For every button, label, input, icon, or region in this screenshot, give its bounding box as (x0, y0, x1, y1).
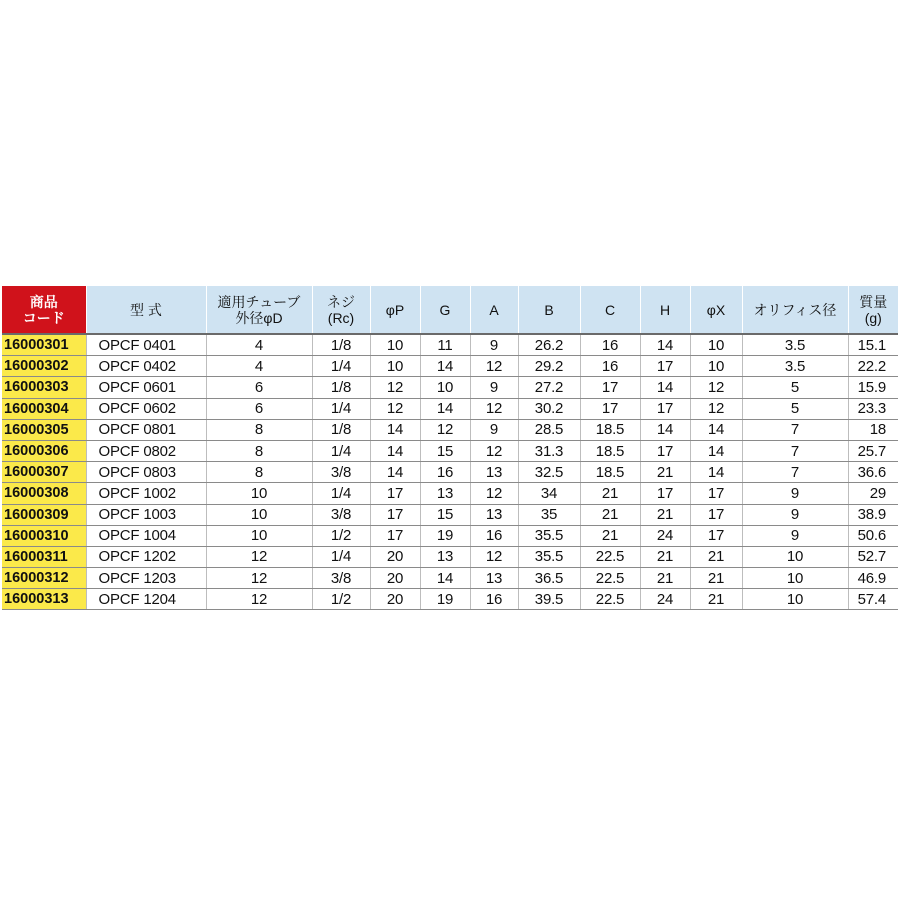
cell-h: 21 (640, 546, 690, 567)
cell-weight: 18 (848, 419, 898, 440)
cell-x: 21 (690, 568, 742, 589)
cell-x: 17 (690, 504, 742, 525)
cell-h: 21 (640, 504, 690, 525)
cell-model: OPCF 0803 (86, 462, 206, 483)
header-model-label: 型 式 (130, 301, 162, 318)
cell-c: 18.5 (580, 419, 640, 440)
cell-model: OPCF 0802 (86, 440, 206, 461)
header-p (370, 286, 420, 334)
cell-code: 16000313 (2, 589, 86, 610)
header-a-label: A (489, 301, 499, 318)
cell-tube-diameter: 12 (206, 568, 312, 589)
cell-weight: 36.6 (848, 462, 898, 483)
cell-p: 14 (370, 440, 420, 461)
cell-x: 21 (690, 589, 742, 610)
header-weight (848, 286, 898, 334)
cell-orifice: 7 (742, 419, 848, 440)
cell-x: 12 (690, 398, 742, 419)
cell-g: 12 (420, 419, 470, 440)
header-thread-line2: (Rc) (327, 309, 355, 326)
cell-g: 14 (420, 398, 470, 419)
table-row (2, 589, 898, 610)
cell-thread: 1/4 (312, 440, 370, 461)
header-h (640, 286, 690, 334)
cell-tube-diameter: 10 (206, 504, 312, 525)
cell-g: 11 (420, 334, 470, 356)
cell-b: 31.3 (518, 440, 580, 461)
table-row (2, 419, 898, 440)
cell-c: 17 (580, 398, 640, 419)
cell-orifice: 7 (742, 462, 848, 483)
header-tube-line2: 外径φD (235, 309, 283, 326)
cell-x: 12 (690, 377, 742, 398)
cell-p: 14 (370, 419, 420, 440)
cell-model: OPCF 1003 (86, 504, 206, 525)
cell-tube-diameter: 8 (206, 419, 312, 440)
cell-orifice: 3.5 (742, 334, 848, 356)
cell-weight: 15.9 (848, 377, 898, 398)
cell-thread: 1/8 (312, 334, 370, 356)
cell-tube-diameter: 8 (206, 462, 312, 483)
cell-weight: 57.4 (848, 589, 898, 610)
cell-g: 10 (420, 377, 470, 398)
cell-thread: 1/8 (312, 377, 370, 398)
cell-model: OPCF 0601 (86, 377, 206, 398)
header-b (518, 286, 580, 334)
cell-orifice: 5 (742, 398, 848, 419)
table-body (2, 334, 898, 610)
cell-b: 34 (518, 483, 580, 504)
header-b-label: B (544, 301, 554, 318)
header-p-label: φP (385, 301, 405, 318)
cell-c: 21 (580, 504, 640, 525)
cell-orifice: 9 (742, 504, 848, 525)
cell-c: 22.5 (580, 568, 640, 589)
cell-thread: 3/8 (312, 504, 370, 525)
cell-a: 13 (470, 504, 518, 525)
spec-table (2, 286, 898, 610)
cell-a: 16 (470, 525, 518, 546)
cell-c: 22.5 (580, 546, 640, 567)
cell-a: 12 (470, 440, 518, 461)
cell-model: OPCF 1203 (86, 568, 206, 589)
cell-g: 13 (420, 546, 470, 567)
header-thread (312, 286, 370, 334)
cell-h: 21 (640, 568, 690, 589)
header-code-line1: 商品 (29, 293, 58, 310)
cell-tube-diameter: 10 (206, 525, 312, 546)
cell-p: 20 (370, 589, 420, 610)
cell-p: 17 (370, 525, 420, 546)
header-g-label: G (439, 301, 451, 318)
table-row (2, 398, 898, 419)
cell-p: 20 (370, 546, 420, 567)
table-row (2, 568, 898, 589)
cell-model: OPCF 1204 (86, 589, 206, 610)
cell-c: 18.5 (580, 462, 640, 483)
header-weight-line1: 質量 (859, 293, 888, 310)
cell-b: 26.2 (518, 334, 580, 356)
cell-a: 12 (470, 356, 518, 377)
cell-p: 10 (370, 334, 420, 356)
cell-h: 24 (640, 525, 690, 546)
cell-h: 21 (640, 462, 690, 483)
cell-weight: 23.3 (848, 398, 898, 419)
cell-code: 16000302 (2, 356, 86, 377)
cell-a: 9 (470, 419, 518, 440)
cell-a: 12 (470, 483, 518, 504)
cell-x: 17 (690, 483, 742, 504)
cell-b: 30.2 (518, 398, 580, 419)
cell-code: 16000306 (2, 440, 86, 461)
cell-b: 35.5 (518, 525, 580, 546)
cell-x: 14 (690, 440, 742, 461)
cell-x: 17 (690, 525, 742, 546)
cell-x: 14 (690, 462, 742, 483)
cell-weight: 50.6 (848, 525, 898, 546)
header-x-label: φX (706, 301, 726, 318)
cell-c: 16 (580, 356, 640, 377)
cell-h: 24 (640, 589, 690, 610)
header-x (690, 286, 742, 334)
cell-model: OPCF 0602 (86, 398, 206, 419)
cell-tube-diameter: 4 (206, 356, 312, 377)
cell-weight: 22.2 (848, 356, 898, 377)
cell-c: 16 (580, 334, 640, 356)
table-row (2, 440, 898, 461)
header-orifice-label: オリフィス径 (753, 301, 837, 318)
cell-tube-diameter: 8 (206, 440, 312, 461)
cell-p: 10 (370, 356, 420, 377)
cell-g: 19 (420, 589, 470, 610)
cell-model: OPCF 1004 (86, 525, 206, 546)
cell-b: 35 (518, 504, 580, 525)
cell-b: 27.2 (518, 377, 580, 398)
cell-model: OPCF 1202 (86, 546, 206, 567)
cell-thread: 1/4 (312, 546, 370, 567)
cell-weight: 38.9 (848, 504, 898, 525)
cell-p: 17 (370, 483, 420, 504)
cell-h: 14 (640, 377, 690, 398)
table-row (2, 525, 898, 546)
header-thread-line1: ネジ (327, 293, 355, 310)
cell-orifice: 7 (742, 440, 848, 461)
cell-code: 16000304 (2, 398, 86, 419)
table-row (2, 356, 898, 377)
cell-orifice: 10 (742, 589, 848, 610)
cell-p: 20 (370, 568, 420, 589)
cell-h: 17 (640, 398, 690, 419)
cell-code: 16000308 (2, 483, 86, 504)
cell-h: 14 (640, 334, 690, 356)
cell-c: 17 (580, 377, 640, 398)
cell-thread: 1/4 (312, 356, 370, 377)
header-g (420, 286, 470, 334)
cell-tube-diameter: 4 (206, 334, 312, 356)
cell-b: 28.5 (518, 419, 580, 440)
cell-weight: 15.1 (848, 334, 898, 356)
cell-code: 16000311 (2, 546, 86, 567)
cell-code: 16000310 (2, 525, 86, 546)
header-tube-line1: 適用チューブ (217, 293, 301, 310)
cell-code: 16000309 (2, 504, 86, 525)
header-tube-diameter (206, 286, 312, 334)
header-code-line2: コード (22, 309, 65, 326)
cell-h: 17 (640, 483, 690, 504)
cell-h: 17 (640, 440, 690, 461)
cell-weight: 46.9 (848, 568, 898, 589)
cell-weight: 25.7 (848, 440, 898, 461)
header-c (580, 286, 640, 334)
cell-thread: 1/8 (312, 419, 370, 440)
cell-b: 29.2 (518, 356, 580, 377)
cell-g: 15 (420, 440, 470, 461)
header-orifice (742, 286, 848, 334)
header-row (2, 286, 898, 334)
cell-tube-diameter: 6 (206, 398, 312, 419)
cell-code: 16000303 (2, 377, 86, 398)
header-c-label: C (604, 301, 616, 318)
cell-x: 21 (690, 546, 742, 567)
cell-g: 15 (420, 504, 470, 525)
header-a (470, 286, 518, 334)
cell-b: 36.5 (518, 568, 580, 589)
cell-a: 13 (470, 568, 518, 589)
table-row (2, 334, 898, 356)
cell-a: 13 (470, 462, 518, 483)
table-row (2, 546, 898, 567)
cell-orifice: 10 (742, 546, 848, 567)
cell-tube-diameter: 10 (206, 483, 312, 504)
cell-tube-diameter: 12 (206, 589, 312, 610)
cell-weight: 52.7 (848, 546, 898, 567)
cell-model: OPCF 1002 (86, 483, 206, 504)
cell-b: 32.5 (518, 462, 580, 483)
cell-p: 17 (370, 504, 420, 525)
cell-thread: 1/2 (312, 589, 370, 610)
cell-p: 12 (370, 398, 420, 419)
cell-g: 16 (420, 462, 470, 483)
table-row (2, 504, 898, 525)
cell-a: 12 (470, 398, 518, 419)
cell-thread: 3/8 (312, 462, 370, 483)
table-row (2, 377, 898, 398)
cell-c: 21 (580, 525, 640, 546)
cell-g: 19 (420, 525, 470, 546)
cell-weight: 29 (848, 483, 898, 504)
cell-g: 13 (420, 483, 470, 504)
cell-b: 35.5 (518, 546, 580, 567)
cell-thread: 1/4 (312, 483, 370, 504)
cell-code: 16000312 (2, 568, 86, 589)
cell-orifice: 9 (742, 525, 848, 546)
header-h-label: H (659, 301, 671, 318)
table-row (2, 462, 898, 483)
cell-g: 14 (420, 568, 470, 589)
cell-orifice: 9 (742, 483, 848, 504)
cell-model: OPCF 0401 (86, 334, 206, 356)
cell-p: 12 (370, 377, 420, 398)
cell-model: OPCF 0402 (86, 356, 206, 377)
cell-thread: 1/4 (312, 398, 370, 419)
cell-tube-diameter: 12 (206, 546, 312, 567)
cell-g: 14 (420, 356, 470, 377)
cell-a: 16 (470, 589, 518, 610)
header-code (2, 286, 86, 334)
cell-a: 12 (470, 546, 518, 567)
table-row (2, 483, 898, 504)
cell-thread: 3/8 (312, 568, 370, 589)
cell-h: 17 (640, 356, 690, 377)
cell-orifice: 3.5 (742, 356, 848, 377)
cell-c: 22.5 (580, 589, 640, 610)
cell-x: 10 (690, 334, 742, 356)
cell-orifice: 10 (742, 568, 848, 589)
cell-b: 39.5 (518, 589, 580, 610)
cell-code: 16000301 (2, 334, 86, 356)
cell-x: 10 (690, 356, 742, 377)
cell-h: 14 (640, 419, 690, 440)
cell-code: 16000305 (2, 419, 86, 440)
cell-orifice: 5 (742, 377, 848, 398)
cell-thread: 1/2 (312, 525, 370, 546)
cell-model: OPCF 0801 (86, 419, 206, 440)
cell-code: 16000307 (2, 462, 86, 483)
cell-c: 21 (580, 483, 640, 504)
header-weight-line2: (g) (864, 309, 882, 326)
cell-c: 18.5 (580, 440, 640, 461)
cell-a: 9 (470, 377, 518, 398)
cell-tube-diameter: 6 (206, 377, 312, 398)
header-model (86, 286, 206, 334)
cell-x: 14 (690, 419, 742, 440)
cell-a: 9 (470, 334, 518, 356)
cell-p: 14 (370, 462, 420, 483)
